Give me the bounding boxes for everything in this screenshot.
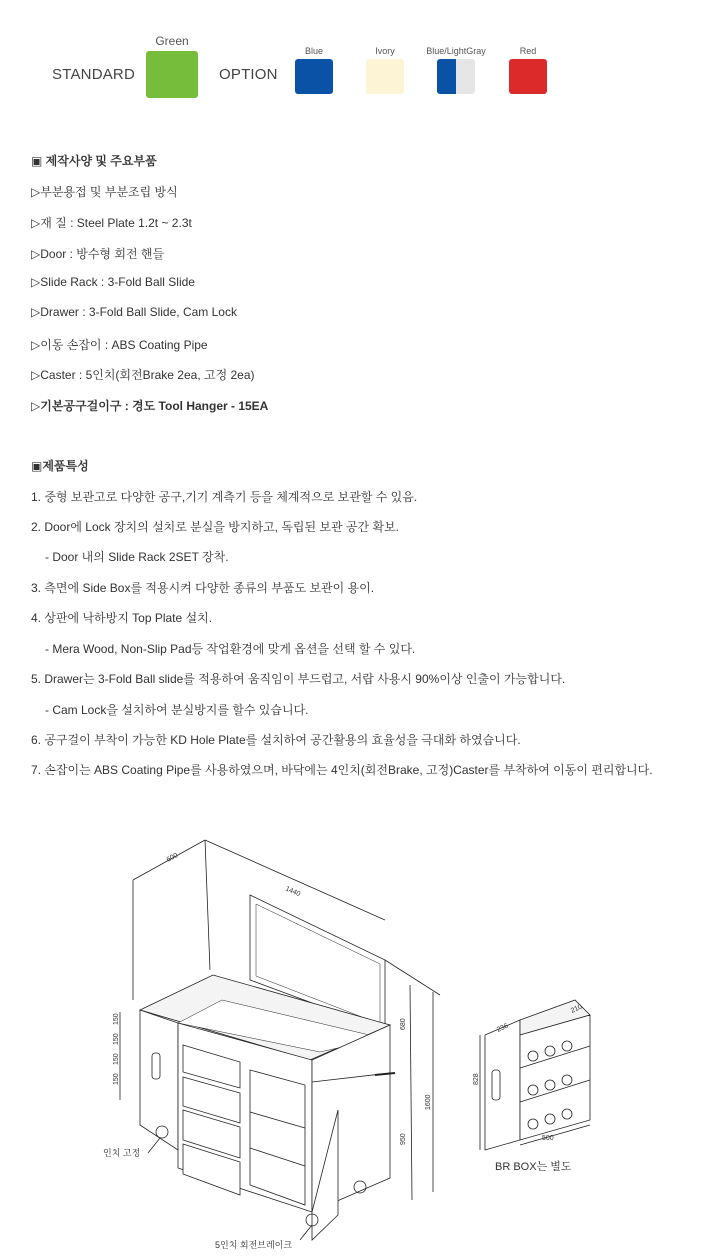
red-swatch[interactable] [509, 59, 547, 94]
ivory-swatch[interactable] [366, 59, 404, 94]
blue-lightgray-color-name: Blue/LightGray [426, 46, 486, 56]
ivory-color-name: Ivory [375, 46, 395, 56]
br-box-caption: BR BOX는 별도 [495, 1161, 572, 1173]
blue-swatch[interactable] [295, 59, 333, 94]
dim-drawer-3: 150 [113, 1053, 120, 1065]
green-swatch[interactable] [146, 51, 198, 98]
feature-item: 1. 중형 보관고로 다양한 공구,기기 계측기 등을 체계적으로 보관할 수 있음. [31, 490, 418, 504]
dim-box-width: 500 [542, 1135, 554, 1142]
dim-panel-height: 680 [400, 1018, 407, 1030]
fixed-caster-label: 인치 고정 [103, 1148, 141, 1158]
dim-drawer-4: 150 [113, 1073, 120, 1085]
br-box-side [485, 1020, 520, 1150]
dim-drawer-2: 150 [113, 1033, 120, 1045]
feature-subitem: - Door 내의 Slide Rack 2SET 장착. [45, 550, 229, 564]
blue-lightgray-swatch[interactable] [437, 59, 475, 94]
option-label: OPTION [219, 66, 278, 83]
dim-body-height: 950 [400, 1133, 407, 1145]
spec-item: ▷Door : 방수형 회전 핸들 [31, 247, 165, 261]
feature-item: 7. 손잡이는 ABS Coating Pipe를 사용하였으며, 바닥에는 4인치(회전Brake, 고정)Caster를 부착하여 이동이 편리합니다. [31, 763, 653, 777]
feature-item: 5. Drawer는 3-Fold Ball slide를 적용하여 움직임이 부드럽고, 서랍 사용시 90%이상 인출이 가능합니다. [31, 672, 566, 686]
features-heading: ▣제품특성 [31, 459, 89, 473]
dim-drawer-1: 150 [113, 1013, 120, 1025]
standard-color-name: Green [155, 34, 189, 48]
blue-half [437, 59, 456, 94]
feature-item: 6. 공구걸이 부착이 가능한 KD Hole Plate를 설치하여 공간활용의 효율성을 극대화 하였습니다. [31, 733, 521, 747]
dim-box-depth: 236 [495, 1022, 510, 1034]
red-color-name: Red [519, 46, 537, 56]
feature-item: 3. 측면에 Side Box를 적용시켜 다양한 종류의 부품도 보관이 용이. [31, 581, 375, 595]
spec-item: ▷재 질 : Steel Plate 1.2t ~ 2.3t [31, 216, 192, 230]
width-dim-line [205, 840, 385, 920]
left-side-box [140, 1010, 178, 1150]
spec-item: ▷부분용접 및 부분조립 방식 [31, 185, 178, 199]
spec-item: ▷Slide Rack : 3-Fold Ball Slide [31, 275, 195, 289]
br-box-front [520, 1015, 590, 1140]
dim-total-height: 1600 [425, 1094, 432, 1110]
feature-subitem: - Cam Lock을 설치하여 분실방지를 할수 있습니다. [45, 703, 309, 717]
dim-depth: 600 [165, 852, 180, 864]
standard-label: STANDARD [52, 66, 135, 83]
brake-caster-label: 5인치 회전브레이크 [215, 1240, 293, 1250]
dim-box-height: 828 [473, 1073, 480, 1085]
dim-box-top: 210 [569, 1003, 584, 1015]
spec-item: ▷이동 손잡이 : ABS Coating Pipe [31, 338, 208, 352]
feature-subitem: - Mera Wood, Non-Slip Pad등 작업환경에 맞게 옵션을 선택 할 수 있다. [45, 642, 416, 656]
blue-color-name: Blue [304, 46, 323, 56]
lightgray-half [456, 59, 475, 94]
total-height-dim-line [410, 985, 412, 1200]
cabinet-drawing [0, 820, 709, 1260]
feature-item: 2. Door에 Lock 장치의 설치로 분실을 방지하고, 독립된 보관 공간 확보. [31, 520, 399, 534]
spec-item: ▷Caster : 5인치(회전Brake 2ea, 고정 2ea) [31, 368, 255, 382]
feature-item: 4. 상판에 낙하방지 Top Plate 설치. [31, 611, 213, 625]
dim-width: 1440 [284, 885, 302, 899]
spec-heading: ▣ 제작사양 및 주요부품 [31, 154, 157, 168]
spec-item: ▷Drawer : 3-Fold Ball Slide, Cam Lock [31, 305, 237, 319]
spec-item: ▷기본공구걸이구 : 경도 Tool Hanger - 15EA [31, 399, 269, 413]
